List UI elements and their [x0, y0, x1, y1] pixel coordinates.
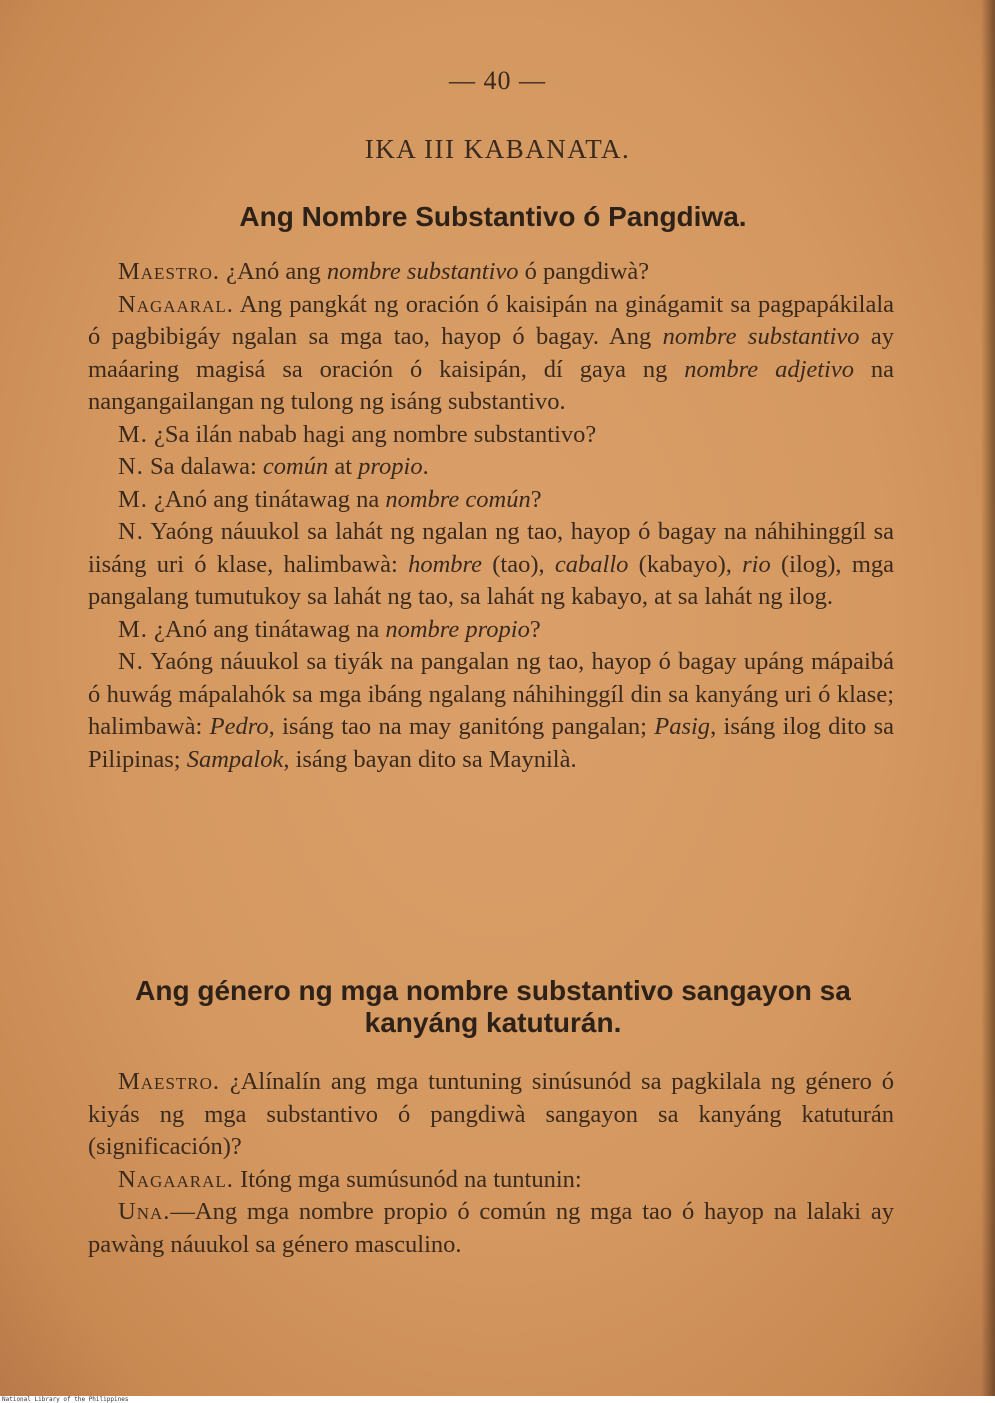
- paragraph-text: Sa dalawa:: [143, 453, 263, 480]
- paragraph-text: ¿Anó ang tinátawag na: [147, 615, 386, 643]
- italic-term: Pasig: [654, 713, 711, 740]
- paragraph-text: Itóng mga sumúsunód na tuntunin:: [233, 1165, 582, 1193]
- page-number: — 40 —: [449, 66, 546, 95]
- section-heading-2: Ang género ng mga nombre substantivo sangayon sa kanyáng katuturán.: [135, 975, 851, 1038]
- speaker-label: M.: [118, 615, 148, 643]
- paragraph-text: —Ang mga nombre propio ó común ng mga tao ó hayop na lalaki ay pawàng náuukol sa género masculino.: [88, 1198, 894, 1258]
- speaker-label: Nagaaral.: [118, 290, 234, 318]
- paragraph-text: , isáng bayan dito sa Maynilà.: [283, 745, 577, 773]
- dialogue-paragraph: [88, 289, 894, 419]
- italic-term: Pedro: [209, 713, 269, 740]
- paragraph-text: ?: [530, 485, 542, 513]
- dialogue-paragraph: [88, 646, 894, 776]
- section-2-body: [88, 1066, 894, 1261]
- italic-term: Sampalok: [186, 745, 284, 773]
- section-heading-1: Ang Nombre Substantivo ó Pangdiwa.: [239, 201, 747, 232]
- italic-term: nombre substantivo: [662, 323, 860, 350]
- italic-term: común: [262, 453, 329, 480]
- dialogue-paragraph: [88, 516, 894, 614]
- paragraph-text: .: [422, 453, 429, 480]
- paragraph-text: , isáng tao na may ganitóng pangalan;: [268, 713, 655, 740]
- paragraph-text: (kabayo),: [628, 550, 743, 578]
- paragraph-text: ¿Sa ilán nabab hagi ang nombre substantivo?: [147, 420, 597, 448]
- speaker-label: N.: [118, 648, 144, 675]
- paragraph-text: ¿Alínalín ang mga tuntuning sinúsunód sa pagkilala ng género ó kiyás ng mga substantivo ó pangdiwà sangayon sa kanyáng katuturán (significación)?: [88, 1068, 894, 1160]
- speaker-label: N.: [118, 453, 144, 480]
- dialogue-paragraph: [88, 451, 894, 484]
- dialogue-paragraph: [88, 1066, 894, 1164]
- italic-term: caballo: [554, 550, 629, 578]
- paragraph-text: Yaóng náuukol sa lahát ng ngalan ng tao, hayop ó bagay na náhihinggíl sa iisáng uri ó klase, halimbawà:: [88, 518, 894, 578]
- italic-term: nombre adjetivo: [684, 355, 854, 383]
- paragraph-text: ó pangdiwà?: [518, 258, 650, 285]
- paragraph-text: Yaóng náuukol sa tiyák na pangalan ng tao, hayop ó bagay upáng mápaibá ó huwág mápalahók sa mga ibáng ngalang náhihinggíl din sa kanyáng uri ó klase; halimbawà:: [88, 648, 894, 740]
- paragraph-text: , isáng ilog dito sa Pilipinas;: [88, 713, 894, 773]
- dialogue-paragraph: [88, 1196, 894, 1261]
- italic-term: nombre común: [385, 485, 531, 513]
- paragraph-text: ¿Anó ang: [220, 258, 327, 285]
- italic-term: hombre: [408, 550, 483, 578]
- paragraph-text: ?: [529, 615, 541, 643]
- italic-term: rio: [742, 550, 771, 578]
- speaker-label: M.: [118, 420, 148, 448]
- paragraph-text: at: [328, 453, 359, 480]
- paragraph-text: (tao),: [482, 550, 555, 578]
- dialogue-paragraph: [88, 256, 894, 289]
- speaker-label: Una.: [118, 1198, 171, 1225]
- paragraph-text: (ilog), mga pangalang tumutukoy sa lahát ng tao, sa lahát ng kabayo, at sa lahát ng ilog.: [88, 550, 894, 610]
- dialogue-paragraph: [88, 419, 894, 452]
- dialogue-paragraph: [88, 614, 894, 647]
- paragraph-text: ay maáaring magisá sa oración ó kaisipán, dí gaya ng: [88, 323, 895, 383]
- dialogue-paragraph: [88, 484, 894, 517]
- speaker-label: N.: [118, 518, 144, 545]
- chapter-title: IKA III KABANATA.: [364, 134, 631, 164]
- speaker-label: Maestro.: [118, 1068, 221, 1095]
- section-1-body: [88, 256, 894, 776]
- page-edge-shadow: [981, 0, 995, 1396]
- speaker-label: M.: [118, 485, 148, 513]
- italic-term: nombre substantivo: [326, 258, 519, 285]
- italic-term: propio: [358, 453, 423, 480]
- paragraph-text: ¿Anó ang tinátawag na: [147, 485, 386, 513]
- italic-term: nombre propio: [385, 615, 530, 643]
- speaker-label: Maestro.: [118, 258, 221, 285]
- speaker-label: Nagaaral.: [118, 1165, 234, 1193]
- library-footer: National Library of the Philippines: [2, 1396, 129, 1403]
- paragraph-text: na nangangailangan ng tulong ng isáng substantivo.: [88, 355, 894, 415]
- dialogue-paragraph: [88, 1164, 894, 1197]
- paragraph-text: Ang pangkát ng oración ó kaisipán na ginágamit sa pagpapákilala ó pagbibigáy ngalan sa mga tao, hayop ó bagay. Ang: [88, 290, 894, 350]
